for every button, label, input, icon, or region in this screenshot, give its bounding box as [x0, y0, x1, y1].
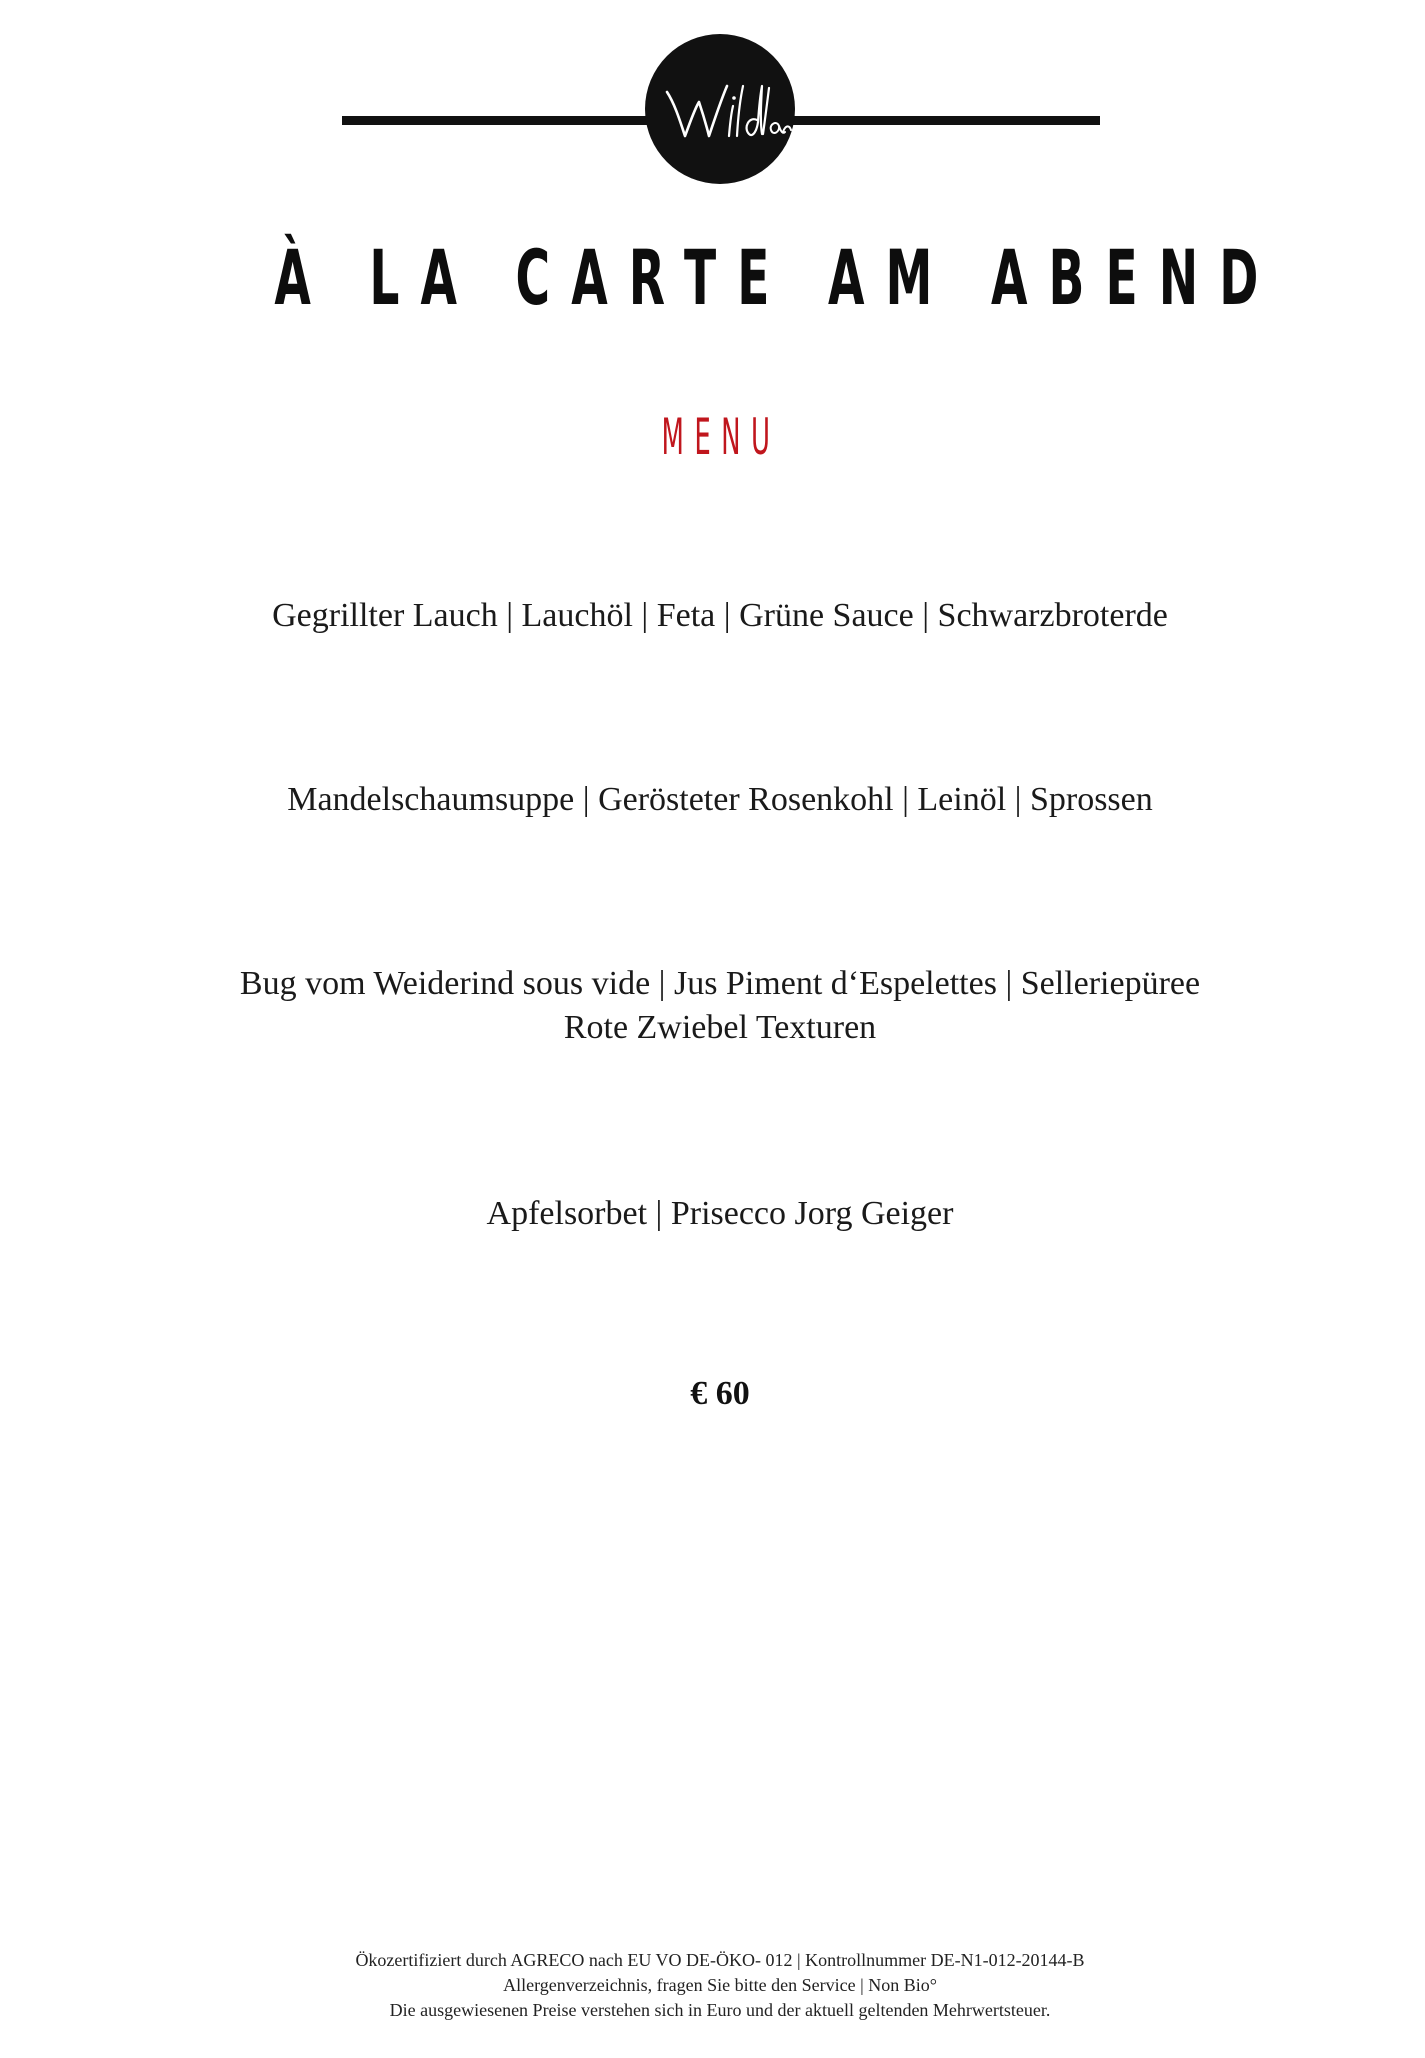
menu-course-2	[0, 778, 1425, 822]
footer-price-note: Die ausgewiesenen Preise verstehen sich in Euro und der aktuell geltenden Mehrwertsteuer.	[389, 2000, 1051, 2020]
header-rule-left	[342, 116, 657, 125]
course-2-line-1: Mandelschaumsuppe | Gerösteter Rosenkohl | Leinöl | Sprossen	[287, 781, 1153, 818]
header-rule-right	[790, 116, 1100, 125]
course-4-line-1: Apfelsorbet | Prisecco Jorg Geiger	[486, 1195, 954, 1232]
menu-course-3	[0, 962, 1425, 1050]
wildland-script-logo-icon	[645, 34, 795, 184]
menu-course-1	[0, 594, 1425, 638]
menu-course-4	[0, 1192, 1425, 1236]
menu-heading: MENU	[661, 408, 781, 466]
page-title: À LA CARTE AM ABEND	[274, 233, 1280, 322]
page-header	[0, 0, 1425, 190]
course-3-line-2: Rote Zwiebel Texturen	[563, 1009, 877, 1046]
wildland-logo	[645, 34, 795, 184]
menu-price: € 60	[690, 1375, 750, 1412]
page-footer	[0, 1948, 1425, 2023]
footer-allergen-note: Allergenverzeichnis, fragen Sie bitte den Service | Non Bio°	[503, 1975, 937, 1995]
course-1-line-1: Gegrillter Lauch | Lauchöl | Feta | Grüne Sauce | Schwarzbroterde	[272, 597, 1168, 634]
course-3-line-1: Bug vom Weiderind sous vide | Jus Piment d‘Espelettes | Selleriepüree	[239, 965, 1201, 1002]
footer-certification: Ökozertifiziert durch AGRECO nach EU VO DE-ÖKO- 012 | Kontrollnummer DE-N1-012-20144-B	[355, 1950, 1085, 1970]
